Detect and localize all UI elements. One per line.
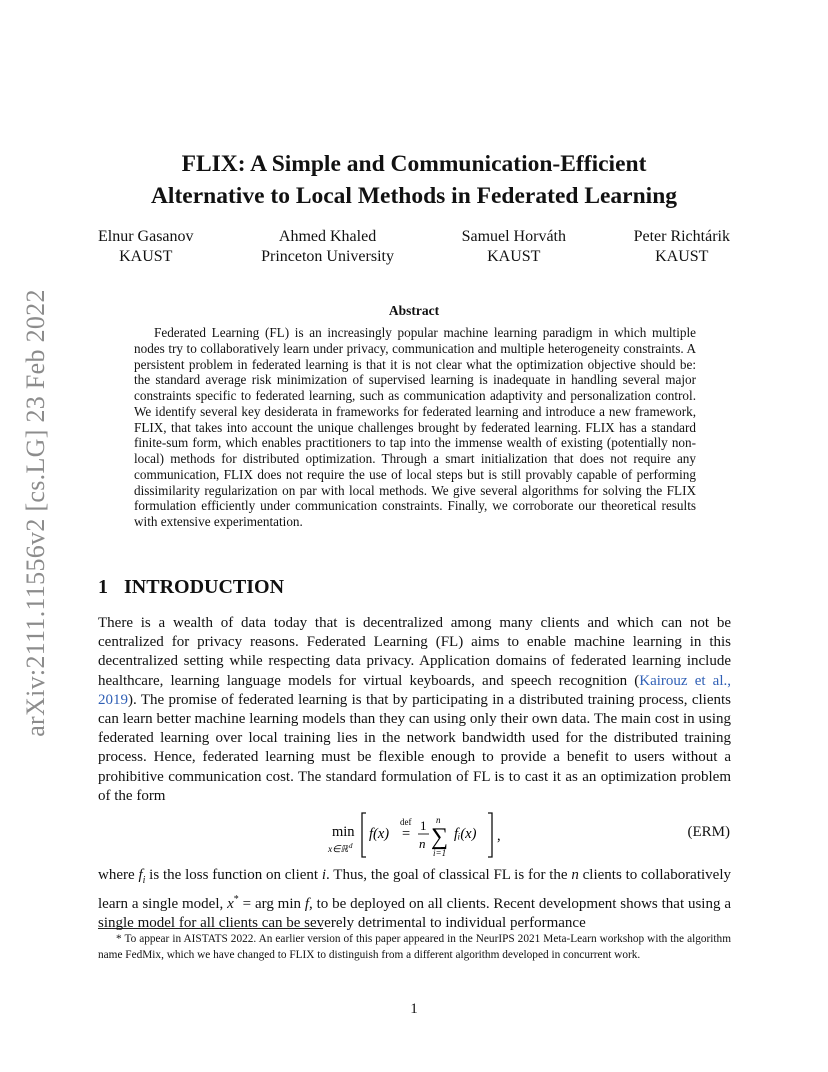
svg-text:n: n	[436, 815, 441, 825]
intro-paragraph-1	[98, 614, 731, 806]
author-affiliation: KAUST	[655, 248, 709, 265]
abstract-text: Federated Learning (FL) is an increasingly popular machine learning paradigm in which multiple nodes try to collaboratively learn under privacy, communication and multiple heterogeneity constraints. A persistent problem in federated learning is that it is not clear what the optimization objective should be: the standard average risk minimization of supervised learning is inadequate in handling several major constraints specific to federated learning, such as communication adaptivity and personalization control. We identify several key desiderata in frameworks for federated learning and introduce a new framework, FLIX, that takes into account the unique challenges brought by federated learning. FLIX has a standard finite-sum form, which enables practitioners to tap into the immense wealth of existing (potentially non-local) methods for distributed optimization. Through a smart initialization that does not require any communication, FLIX does not require the use of local steps but is still provably capable of performing dissimilarity regularization on par with local methods. We give several algorithms for solving the FLIX formulation efficiently under communication constraints. Finally, we corroborate our theoretical results with extensive experimentation.	[134, 325, 696, 529]
svg-text:d: d	[349, 842, 353, 850]
svg-text:fᵢ(x): fᵢ(x)	[454, 826, 477, 842]
intro-p2-text: clients to collaboratively learn a single model,	[98, 867, 732, 913]
citation-link[interactable]: Kairouz et al., 2019	[98, 672, 731, 708]
intro-p2-text: . Thus, the goal of classical FL is for the	[326, 867, 572, 883]
title-line-2: Alternative to Local Methods in Federated Learning	[150, 183, 678, 209]
author-affiliation: KAUST	[119, 248, 173, 265]
author-name: Elnur Gasanov	[98, 228, 194, 245]
title-line-1: FLIX: A Simple and Communication-Efficient	[181, 151, 647, 177]
intro-p2-text: where	[98, 867, 139, 883]
svg-text:∑: ∑	[431, 824, 449, 850]
arxiv-identifier-text: arXiv:2111.11556v2 [cs.LG] 23 Feb 2022	[21, 289, 50, 737]
math-n: n	[571, 867, 579, 883]
erm-equation-graphic	[322, 810, 512, 860]
author-name: Ahmed Khaled	[278, 228, 377, 245]
author-name: Samuel Horváth	[461, 228, 566, 245]
author-affiliation: KAUST	[487, 248, 541, 265]
section-number: 1	[98, 576, 108, 598]
abstract-heading: Abstract	[388, 303, 440, 318]
arxiv-identifier	[8, 288, 64, 738]
erm-equation	[322, 810, 512, 860]
author-2	[261, 227, 394, 267]
svg-text:f(x): f(x)	[369, 826, 390, 842]
svg-text:min: min	[332, 824, 355, 840]
math-x-star: x* = arg min f	[227, 894, 310, 913]
equation-tag: (ERM)	[687, 824, 730, 840]
paper-title	[90, 148, 738, 212]
author-name: Peter Richtárik	[633, 228, 730, 245]
author-list	[98, 227, 730, 267]
intro-text-before-citation: There is a wealth of data today that is decentralized among many clients and which can not be centralized for privacy reasons. Federated Learning (FL) aims to enable machine learning in this decentralized setting while respecting data privacy. Application domains of federated learning include healthcare, learning language models for virtual keyboards, and speech recognition (	[98, 615, 731, 689]
math-i: i	[321, 867, 327, 883]
author-3	[462, 227, 566, 267]
author-affiliation: Princeton University	[261, 248, 394, 265]
svg-text:1: 1	[420, 818, 427, 833]
svg-text:def: def	[400, 817, 412, 827]
footnote: * To appear in AISTATS 2022. An earlier version of this paper appeared in the NeurIPS 2021 Meta-Learn workshop with the algorithm name FedMix, which we have changed to FLIX to distinguish from a different algorithm developed in concurrent work.	[98, 933, 731, 961]
footnote-divider	[98, 928, 323, 929]
math-fi: $f_i$	[138, 867, 146, 886]
intro-text-after-citation: ). The promise of federated learning is that by participating in a distributed training process, clients can learn better machine learning models than they can using only their own data. The main cost in using federated learning over local training lies in the network bandwidth used for the distributed training process. Hence, federated learning must be flexible enough to provide a benefit to users without a prohibitive communication cost. The standard formulation of FL is to cast it as an optimization problem of the form	[98, 691, 731, 804]
intro-p2-text: is the loss function on client	[145, 867, 322, 883]
author-4	[634, 227, 730, 267]
page-number: 1	[410, 1001, 418, 1017]
svg-text:x∈ℝ: x∈ℝ	[328, 845, 349, 855]
author-1	[98, 227, 194, 267]
svg-text:i=1: i=1	[433, 848, 447, 858]
section-heading	[98, 576, 284, 599]
svg-text:,: ,	[497, 828, 501, 844]
svg-text:n: n	[419, 836, 426, 851]
svg-text:=: =	[402, 826, 411, 842]
intro-p2-text: , to be deployed on all clients. Recent development shows that using a single model for all clients can be severely detrimental to individual performance	[98, 896, 731, 932]
intro-paragraph-2	[98, 866, 731, 934]
section-title: INTRODUCTION	[124, 576, 285, 598]
